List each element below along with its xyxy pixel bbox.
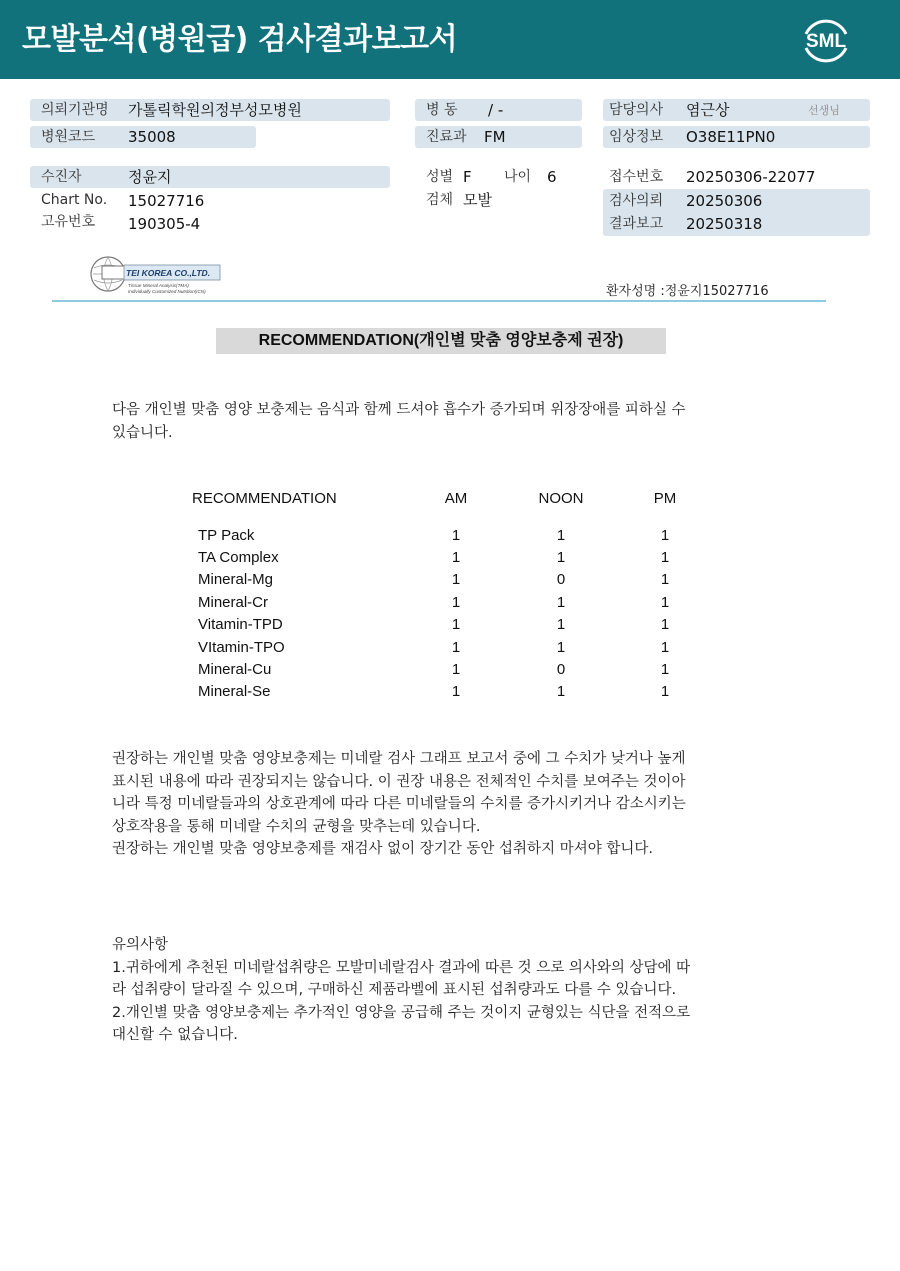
report-title: 모발분석(병원급) 검사결과보고서 <box>22 22 458 57</box>
logo-text: SML <box>805 31 847 52</box>
am-dose: 1 <box>451 616 461 634</box>
unique-no-label: 고유번호 <box>41 214 96 230</box>
sml-logo-icon <box>798 12 854 68</box>
department-label: 진료과 <box>426 129 467 145</box>
supplement-name: Mineral-Mg <box>198 571 274 589</box>
chart-no-value: 15027716 <box>128 192 205 210</box>
ward-value: / - <box>488 101 504 119</box>
age-label: 나이 <box>504 169 532 185</box>
notes-line: 라 섭취량이 달라질 수 있으며, 구매하신 제품라벨에 표시된 섭취량과도 다를 수 있습니다. <box>112 982 677 998</box>
explanation-line: 권장하는 개인별 맞춤 영양보충제를 재검사 없이 장기간 동안 섭취하지 마셔야 합니다. <box>112 841 653 857</box>
supplement-name: TP Pack <box>198 526 255 544</box>
specimen-value: 모발 <box>463 191 492 209</box>
am-dose: 1 <box>451 593 461 611</box>
table-header-row <box>188 490 715 518</box>
notes-paragraph <box>112 934 772 1047</box>
noon-dose: 1 <box>556 549 566 567</box>
table-row <box>188 636 715 658</box>
am-dose: 1 <box>451 638 461 656</box>
supplement-name: Vitamin-TPD <box>198 616 283 634</box>
am-dose: 1 <box>451 571 461 589</box>
tei-brand: TEI KOREA CO.,LTD. <box>126 268 211 278</box>
clinical-value: O38E11PN0 <box>686 128 776 146</box>
table-row <box>188 681 715 703</box>
noon-dose: 1 <box>556 526 566 544</box>
explanation-line: 권장하는 개인별 맞춤 영양보충제는 미네랄 검사 그래프 보고서 중에 그 수치가 낮거나 높게 <box>112 751 686 767</box>
sex-value: F <box>463 168 472 186</box>
table-row <box>188 591 715 613</box>
notes-heading: 유의사항 <box>112 937 169 953</box>
noon-dose: 0 <box>556 661 566 679</box>
explanation-paragraph <box>112 748 772 861</box>
hospital-code-label: 병원코드 <box>41 129 96 145</box>
intro-paragraph <box>112 399 772 444</box>
report-header <box>0 0 900 79</box>
table-row <box>188 518 715 546</box>
supplement-name: Mineral-Cu <box>198 661 272 679</box>
table-row <box>188 569 715 591</box>
pm-dose: 1 <box>660 661 670 679</box>
request-date-value: 20250306 <box>686 192 763 210</box>
noon-dose: 1 <box>556 616 566 634</box>
am-dose: 1 <box>451 661 461 679</box>
explanation-line: 니라 특정 미네랄들과의 상호관계에 따라 다른 미네랄들의 수치를 증가시키거나 감소시키는 <box>112 796 686 812</box>
age-value: 6 <box>547 168 557 186</box>
table-row <box>188 546 715 568</box>
examinee-value: 정윤지 <box>128 168 172 186</box>
institution-label: 의뢰기관명 <box>41 102 109 118</box>
pm-dose: 1 <box>660 638 670 656</box>
table-row <box>188 658 715 680</box>
am-dose: 1 <box>451 526 461 544</box>
pm-dose: 1 <box>660 616 670 634</box>
tei-korea-logo <box>90 252 225 296</box>
noon-dose: 1 <box>556 593 566 611</box>
col-header-recommendation: RECOMMENDATION <box>192 490 337 507</box>
pm-dose: 1 <box>660 526 670 544</box>
explanation-line: 상호작용을 통해 미네랄 수치의 균형을 맞추는데 있습니다. <box>112 818 481 835</box>
noon-dose: 0 <box>556 571 566 589</box>
pm-dose: 1 <box>660 683 670 701</box>
tei-line2: Individually Customized Nutrition(ICN) <box>128 289 206 294</box>
tei-line1: Tissue Mineral Analysis(TMA) <box>128 283 189 288</box>
hospital-code-value: 35008 <box>128 128 176 146</box>
request-date-label: 검사의뢰 <box>609 193 664 209</box>
supplement-name: TA Complex <box>198 549 279 567</box>
supplement-name: Mineral-Cr <box>198 593 269 611</box>
receipt-label: 접수번호 <box>609 169 664 185</box>
doctor-suffix: 선생님 <box>808 104 840 117</box>
examinee-label: 수진자 <box>41 169 82 185</box>
recommendation-table <box>188 490 715 703</box>
pm-dose: 1 <box>660 549 670 567</box>
report-date-value: 20250318 <box>686 215 763 233</box>
pm-dose: 1 <box>660 571 670 589</box>
specimen-label: 검체 <box>426 192 454 208</box>
am-dose: 1 <box>451 549 461 567</box>
patient-name-sign: 환자성명 :정윤지15027716 <box>606 284 769 299</box>
intro-line: 있습니다. <box>112 424 173 441</box>
examinee-row-bg <box>30 166 390 188</box>
institution-value: 가톨릭학원의정부성모병원 <box>128 101 302 119</box>
divider-line <box>52 300 826 302</box>
col-header-am: AM <box>444 490 468 507</box>
doctor-label: 담당의사 <box>609 102 664 118</box>
notes-line: 대신할 수 없습니다. <box>112 1027 238 1043</box>
col-header-pm: PM <box>653 490 677 507</box>
intro-line: 다음 개인별 맞춤 영양 보충제는 음식과 함께 드셔야 흡수가 증가되며 위장장애를 피하실 수 <box>112 402 686 418</box>
chart-no-label: Chart No. <box>41 192 108 208</box>
supplement-name: VItamin-TPO <box>198 638 285 656</box>
doctor-value: 염근상 <box>686 101 730 119</box>
explanation-line: 표시된 내용에 따라 권장되지는 않습니다. 이 권장 내용은 전체적인 수치를 보여주는 것이아 <box>112 773 686 790</box>
department-value: FM <box>484 128 506 146</box>
noon-dose: 1 <box>556 683 566 701</box>
ward-label: 병 동 <box>426 102 458 118</box>
sex-label: 성별 <box>426 169 454 185</box>
notes-line: 2.개인별 맞춤 영양보충제는 추가적인 영양을 공급해 주는 것이지 균형있는 식단을 전적으로 <box>112 1004 691 1021</box>
col-header-noon: NOON <box>538 490 584 507</box>
supplement-name: Mineral-Se <box>198 683 271 701</box>
receipt-value: 20250306-22077 <box>686 168 816 186</box>
recommendation-title: RECOMMENDATION(개인별 맞춤 영양보충제 권장) <box>216 328 666 354</box>
report-date-label: 결과보고 <box>609 216 664 232</box>
am-dose: 1 <box>451 683 461 701</box>
clinical-label: 임상정보 <box>609 129 664 145</box>
noon-dose: 1 <box>556 638 566 656</box>
notes-line: 1.귀하에게 추천된 미네랄섭취량은 모발미네랄검사 결과에 따른 것 으로 의사와의 상담에 따 <box>112 959 691 976</box>
unique-no-value: 190305-4 <box>128 215 201 233</box>
table-row <box>188 614 715 636</box>
pm-dose: 1 <box>660 593 670 611</box>
